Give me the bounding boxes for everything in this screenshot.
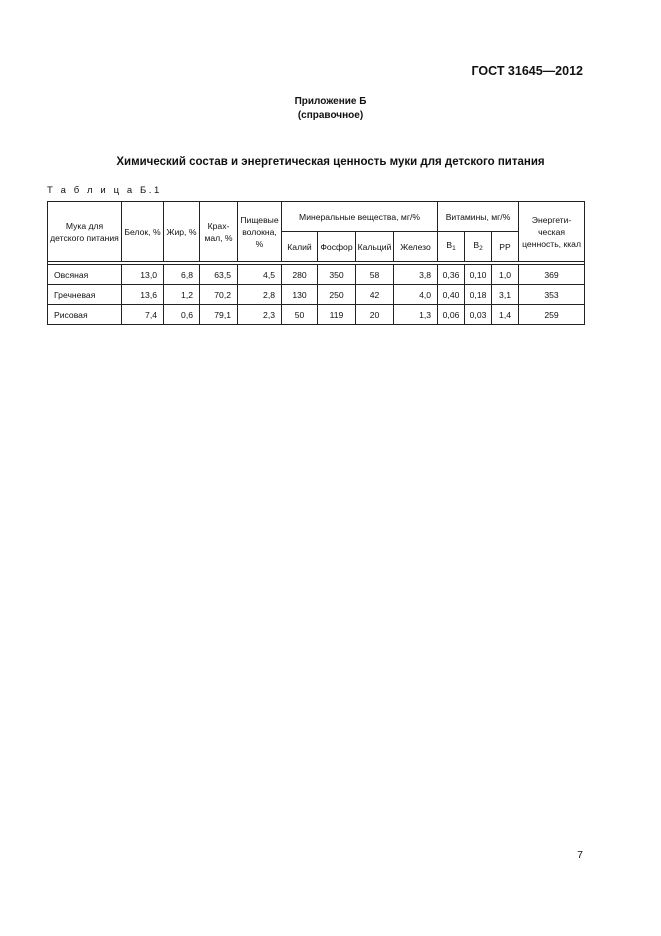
- cell-pp: 3,1: [492, 285, 519, 305]
- cell-b2: 0,18: [465, 285, 492, 305]
- header-b2: [465, 232, 492, 262]
- cell-pp: 1,0: [492, 265, 519, 285]
- composition-table: [47, 201, 585, 325]
- document-title: Химический состав и энергетическая ценность муки для детского питания: [116, 156, 545, 168]
- cell-fiber: 2,3: [238, 305, 282, 325]
- cell-b1: 0,06: [438, 305, 465, 325]
- table-row: [48, 305, 585, 325]
- cell-phosphorus: 350: [318, 265, 356, 285]
- cell-calcium: 20: [356, 305, 394, 325]
- cell-iron: 1,3: [394, 305, 438, 325]
- cell-fiber: 2,8: [238, 285, 282, 305]
- header-starch: Крах-мал, %: [200, 202, 238, 262]
- b2-subscript: 2: [479, 244, 483, 252]
- cell-protein: 13,6: [122, 285, 164, 305]
- cell-potassium: 280: [282, 265, 318, 285]
- cell-b1: 0,40: [438, 285, 465, 305]
- header-vitamins: Витамины, мг/%: [438, 202, 519, 232]
- header-phosphorus: Фосфор: [318, 232, 356, 262]
- cell-fat: 6,8: [164, 265, 200, 285]
- cell-potassium: 130: [282, 285, 318, 305]
- header-fat: Жир, %: [164, 202, 200, 262]
- cell-pp: 1,4: [492, 305, 519, 325]
- header-protein: Белок, %: [122, 202, 164, 262]
- row-name: Рисовая: [48, 305, 122, 325]
- header-minerals: Минеральные вещества, мг/%: [282, 202, 438, 232]
- appendix-subtitle: (справочное): [297, 110, 364, 121]
- header-calcium: Кальций: [356, 232, 394, 262]
- row-name: Овсяная: [48, 265, 122, 285]
- header-iron: Железо: [394, 232, 438, 262]
- appendix-title: Приложение Б: [294, 96, 367, 107]
- header-b1: [438, 232, 465, 262]
- cell-b1: 0,36: [438, 265, 465, 285]
- cell-phosphorus: 250: [318, 285, 356, 305]
- standard-number: ГОСТ 31645—2012: [471, 64, 583, 78]
- page-number: 7: [577, 849, 583, 861]
- cell-energy: 353: [519, 285, 585, 305]
- header-fiber: Пищевые волокна, %: [238, 202, 282, 262]
- cell-calcium: 58: [356, 265, 394, 285]
- cell-calcium: 42: [356, 285, 394, 305]
- cell-b2: 0,03: [465, 305, 492, 325]
- b2-letter: В: [473, 239, 480, 250]
- cell-iron: 3,8: [394, 265, 438, 285]
- cell-iron: 4,0: [394, 285, 438, 305]
- cell-fat: 1,2: [164, 285, 200, 305]
- cell-protein: 7,4: [122, 305, 164, 325]
- cell-fiber: 4,5: [238, 265, 282, 285]
- cell-starch: 70,2: [200, 285, 238, 305]
- table-row: [48, 265, 585, 285]
- cell-potassium: 50: [282, 305, 318, 325]
- cell-starch: 79,1: [200, 305, 238, 325]
- b1-subscript: 1: [452, 244, 456, 252]
- cell-energy: 369: [519, 265, 585, 285]
- header-pp: РР: [492, 232, 519, 262]
- cell-fat: 0,6: [164, 305, 200, 325]
- header-potassium: Калий: [282, 232, 318, 262]
- cell-phosphorus: 119: [318, 305, 356, 325]
- header-energy: Энергети-ческая ценность, ккал: [519, 202, 585, 262]
- cell-energy: 259: [519, 305, 585, 325]
- cell-starch: 63,5: [200, 265, 238, 285]
- appendix-heading: [0, 95, 661, 123]
- header-flour: Мука для детского питания: [48, 202, 122, 262]
- b1-letter: В: [446, 239, 453, 250]
- table-row: [48, 285, 585, 305]
- cell-b2: 0,10: [465, 265, 492, 285]
- table-caption: Т а б л и ц а Б.1: [47, 185, 162, 196]
- cell-protein: 13,0: [122, 265, 164, 285]
- row-name: Гречневая: [48, 285, 122, 305]
